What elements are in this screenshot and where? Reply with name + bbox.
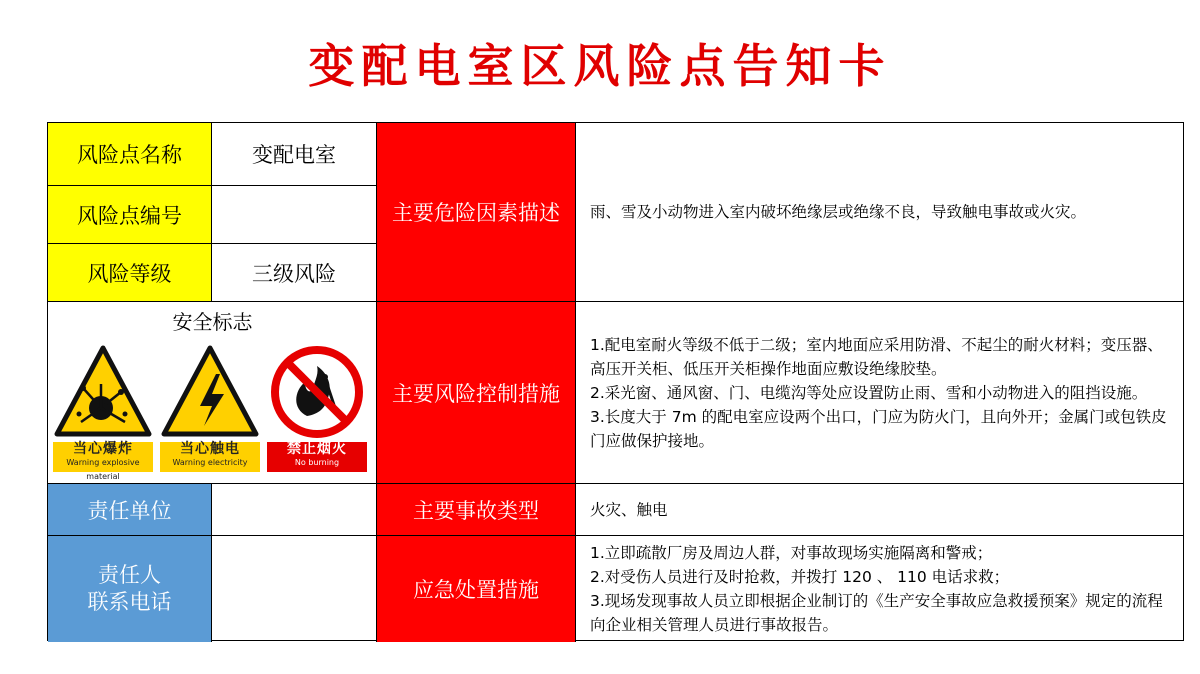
accident-type-text: 火灾、触电: [590, 500, 668, 519]
sign-explosive-cn: 当心爆炸: [73, 441, 133, 457]
control-item: 1.配电室耐火等级不低于二级；室内地面应采用防滑、不起尘的耐火材料；变压器、高压开关柜、低压开关柜操作地面应敷设绝缘胶垫。: [590, 335, 1163, 378]
sign-electric-en: Warning electricity: [172, 458, 248, 467]
emergency-item: 1.立即疏散厂房及周边人群，对事故现场实施隔离和警戒；: [590, 544, 993, 562]
sign-electric-label: [160, 442, 260, 472]
electric-shock-warning-icon: [160, 344, 260, 440]
explosive-warning-icon: [53, 344, 153, 440]
responsible-unit-value: [212, 484, 377, 536]
hazard-label: 主要危险因素描述: [377, 123, 576, 302]
responsible-person-label: [48, 536, 212, 642]
risk-code-value: [212, 186, 377, 244]
responsible-person-line1: 责任人: [98, 563, 161, 587]
card-title: 变配电室区风险点告知卡: [308, 39, 892, 93]
hazard-text: 雨、雪及小动物进入室内破坏绝缘层或绝缘不良，导致触电事故或火灾。: [590, 203, 1087, 221]
risk-level-label: 风险等级: [48, 244, 212, 302]
sign-no-burning: [267, 344, 367, 472]
risk-code-label: 风险点编号: [48, 186, 212, 244]
hazard-description: [576, 123, 1183, 302]
sign-electric-cn: 当心触电: [180, 441, 240, 457]
accident-type-label: 主要事故类型: [377, 484, 576, 536]
sign-no-burning-cn: 禁止烟火: [287, 441, 347, 457]
responsible-person-value: [212, 536, 377, 642]
control-label: 主要风险控制措施: [377, 302, 576, 484]
accident-type-value: [576, 484, 1183, 536]
emergency-item: 3.现场发现事故人员立即根据企业制订的《生产安全事故应急救援预案》规定的流程向企业相关管理人员进行事故报告。: [590, 592, 1163, 634]
responsible-person-line2: 联系电话: [87, 590, 172, 614]
sign-explosive-en: Warning explosive material: [66, 458, 140, 481]
risk-notice-card: [47, 122, 1184, 641]
emergency-item: 2.对受伤人员进行及时抢救，并拨打 120 、 110 电话求救；: [590, 568, 1010, 586]
control-measures: [576, 302, 1183, 484]
risk-name-value: 变配电室: [212, 123, 377, 186]
sign-explosive-label: [53, 441, 153, 481]
sign-electric: [160, 344, 260, 472]
control-item: 2.采光窗、通风窗、门、电缆沟等处应设置防止雨、雪和小动物进入的阻挡设施。: [590, 383, 1148, 402]
safety-signs-panel: [48, 302, 377, 484]
sign-no-burning-label: [267, 442, 367, 472]
no-burning-icon: [267, 344, 367, 440]
risk-name-label: 风险点名称: [48, 123, 212, 186]
control-item: 3.长度大于 7m 的配电室应设两个出口，门应为防火门，且向外开；金属门或包铁皮门应做保护接地。: [590, 407, 1167, 450]
emergency-measures: [576, 536, 1183, 642]
sign-explosive: [53, 344, 153, 481]
responsible-unit-label: 责任单位: [48, 484, 212, 536]
sign-no-burning-en: No burning: [294, 458, 340, 467]
risk-level-value: 三级风险: [212, 244, 377, 302]
emergency-label: 应急处置措施: [377, 536, 576, 642]
safety-signs-title: 安全标志: [172, 310, 253, 334]
